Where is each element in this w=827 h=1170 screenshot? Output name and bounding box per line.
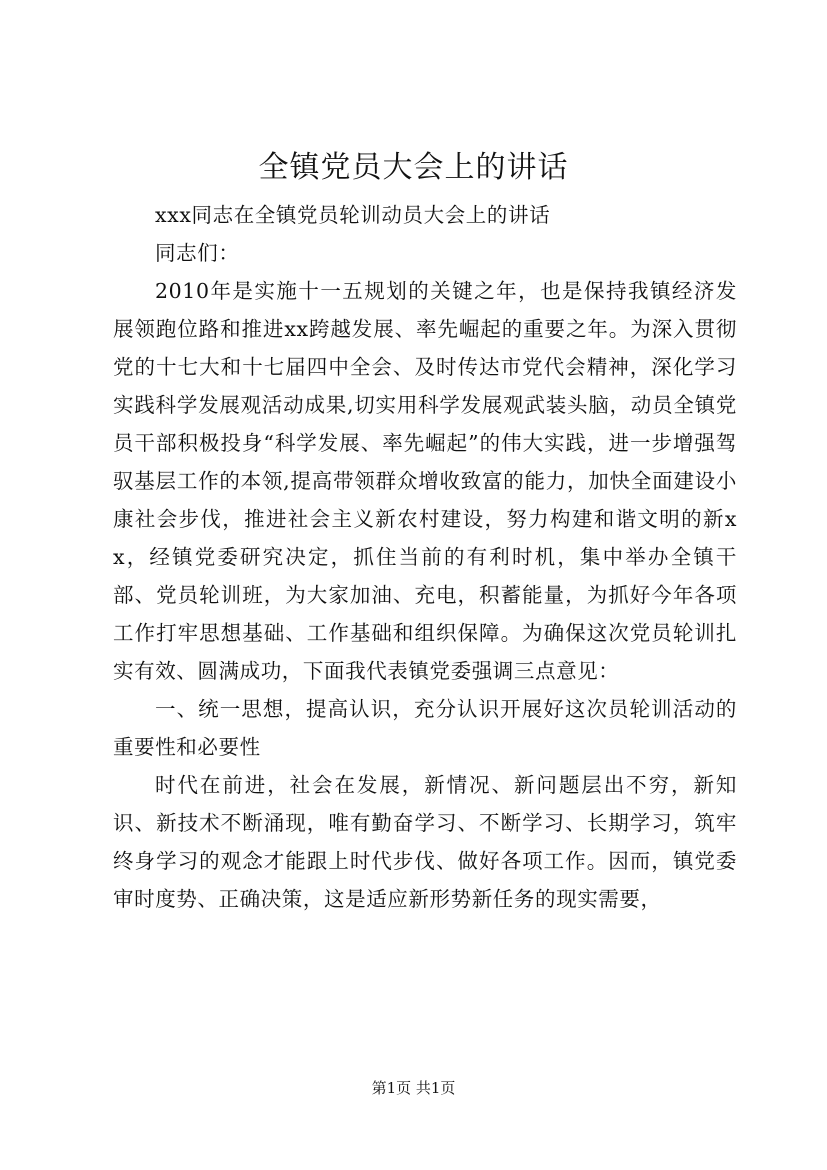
- document-body: [113, 196, 737, 918]
- section-body-paragraph: 时代在前进，社会在发展，新情况、新问题层出不穷，新知识、新技术不断涌现，唯有勤奋学习、不断学习、长期学习，筑牢终身学习的观念才能跟上时代步伐、做好各项工作。因而，镇党委审时度势、正确决策，这是适应新形势新任务的现实需要，: [113, 773, 737, 911]
- salutation-paragraph: 同志们：: [155, 241, 240, 265]
- intro-paragraph: 2010年是实施十一五规划的关键之年，也是保持我镇经济发展领跑位路和推进xx跨越发展、率先崛起的重要之年。为深入贯彻党的十七大和十七届四中全会、及时传达市党代会精神，深化学习实践科学发展观活动成果,切实用科学发展观武装头脑，动员全镇党员干部积极投身“科学发展、率先崛起”的伟大实践，进一步增强驾驭基层工作的本领,提高带领群众增收致富的能力，加快全面建设小康社会步伐，推进社会主义新农村建设，努力构建和谐文明的新xx，经镇党委研究决定，抓住当前的有利时机，集中举办全镇干部、党员轮训班，为大家加油、充电，积蓄能量，为抓好今年各项工作打牢思想基础、工作基础和组织保障。为确保这次党员轮训扎实有效、圆满成功，下面我代表镇党委强调三点意见：: [113, 279, 737, 683]
- section-heading-paragraph: 一、统一思想，提高认识，充分认识开展好这次员轮训活动的重要性和必要性: [113, 697, 737, 759]
- subtitle-paragraph: xxx同志在全镇党员轮训动员大会上的讲话: [155, 203, 551, 227]
- page-footer: 第1页 共1页: [371, 1079, 456, 1097]
- document-title: 全镇党员大会上的讲话: [258, 150, 569, 185]
